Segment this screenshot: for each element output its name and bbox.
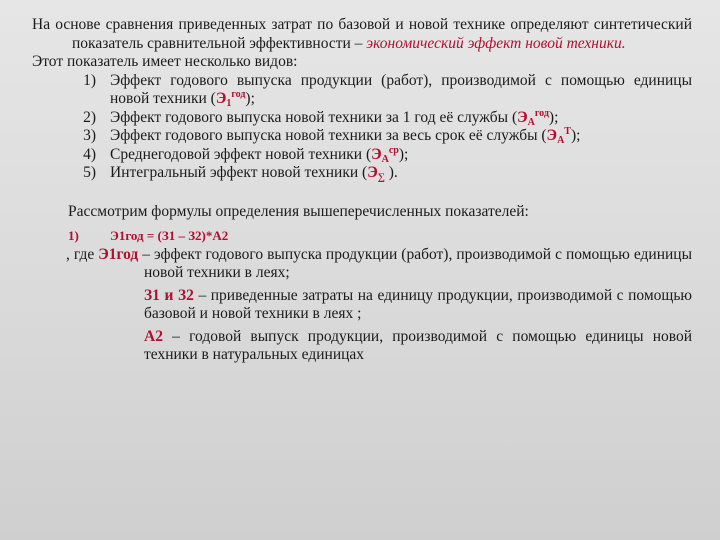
intro-text: На основе сравнения приведенных затрат по базовой и новой технике определяют синтетический показатель сравнительной эффективности – [32, 16, 692, 52]
formula-row [32, 227, 692, 246]
list-item [32, 146, 692, 165]
list-item [32, 72, 692, 109]
kinds-list [32, 72, 692, 183]
list-item [32, 127, 692, 146]
list-item [32, 109, 692, 128]
intro-paragraph [32, 16, 692, 53]
slide-text [32, 16, 692, 365]
definition-3: А2 – годовой выпуск продукции, производимой с помощью единицы новой техники в натуральных единицах [144, 327, 692, 363]
list-number: 2) [83, 108, 96, 126]
list-number: 4) [83, 145, 96, 163]
list-text: Эффект годового выпуска новой техники за весь срок её службы $(Э_А^Т)$; [110, 126, 581, 146]
spacer [32, 183, 692, 203]
formula-number: 1) [68, 228, 79, 243]
formulas-heading: Рассмотрим формулы определения вышеперечисленных показателей: [68, 202, 529, 220]
list-number: 5) [83, 164, 96, 181]
list-number: 3) [83, 127, 96, 144]
formula: Э1год = (З1 – З2)*А2 [110, 228, 229, 243]
intro-highlight: экономический эффект новой техники. [366, 34, 626, 52]
kinds-heading: Этот показатель имеет несколько видов: [32, 53, 298, 70]
definition-1: , где Э1год – эффект годового выпуска продукции (работ), производимой с помощью единицы новой техники в леях; [66, 245, 692, 281]
list-text: Эффект годового выпуска продукции (работ), производимой с помощью единицы новой техники $(Э_1^{год})$; [110, 71, 692, 109]
list-text: Эффект годового выпуска новой техники за 1 год её службы $(Э_А^{год})$; [110, 107, 559, 128]
list-item [32, 164, 692, 183]
list-text: Среднегодовой эффект новой техники $(Э_А^{ср})$; [110, 144, 409, 165]
list-text: Интегральный эффект новой техники ($Э_\sum$ ). [110, 164, 398, 183]
list-number: 1) [83, 71, 96, 89]
definition-2: З1 и З2 – приведенные затраты на единицу продукции, производимой с помощью базовой и новой техники в леях ; [144, 286, 692, 322]
